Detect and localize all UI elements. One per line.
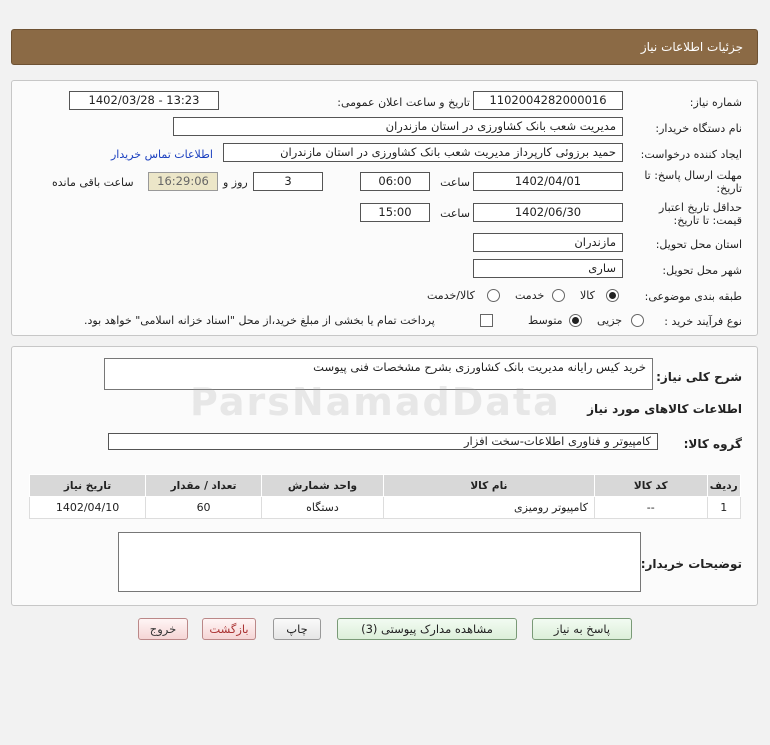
validity-label: حداقل تاریخ اعتبار xyxy=(658,201,742,214)
province-label: استان محل تحویل: xyxy=(655,238,742,251)
process-radio-minor[interactable] xyxy=(631,314,644,327)
announce-datetime-label: تاریخ و ساعت اعلان عمومی: xyxy=(337,96,470,109)
validity-date-field: 1402/06/30 xyxy=(473,203,623,222)
cell-quantity: 60 xyxy=(146,497,262,519)
process-option-medium: متوسط xyxy=(528,314,563,327)
buyer-org-label: نام دستگاه خریدار: xyxy=(655,122,742,135)
process-radio-medium[interactable] xyxy=(569,314,582,327)
reply-time-field: 06:00 xyxy=(360,172,430,191)
view-attachments-button[interactable]: مشاهده مدارک پیوستی (3) xyxy=(337,618,517,640)
creator-label: ایجاد کننده درخواست: xyxy=(640,148,742,161)
validity-time-field: 15:00 xyxy=(360,203,430,222)
col-need-date: تاریخ نیاز xyxy=(30,475,146,497)
category-radio-goods[interactable] xyxy=(606,289,619,302)
goods-group-field: کامپیوتر و فناوری اطلاعات-سخت افزار xyxy=(108,433,658,450)
remaining-time-field: 16:29:06 xyxy=(148,172,218,191)
goods-info-title: اطلاعات کالاهای مورد نیاز xyxy=(587,402,742,416)
cell-row: 1 xyxy=(707,497,741,519)
category-label: طبقه بندی موضوعی: xyxy=(644,290,742,303)
category-radio-service[interactable] xyxy=(552,289,565,302)
buyer-notes-field xyxy=(118,532,641,592)
city-label: شهر محل تحویل: xyxy=(662,264,742,277)
reply-deadline-label: مهلت ارسال پاسخ: تا xyxy=(644,169,742,182)
remaining-time-label: ساعت باقی مانده xyxy=(52,176,134,189)
province-field: مازندران xyxy=(473,233,623,252)
validity-label-2: قیمت: تا تاریخ: xyxy=(673,214,742,227)
buyer-org-field: مدیریت شعب بانک کشاورزی در استان مازندران xyxy=(173,117,623,136)
treasury-payment-checkbox[interactable] xyxy=(480,314,493,327)
page-header xyxy=(11,29,758,65)
category-option-service: خدمت xyxy=(515,289,545,302)
goods-group-label: گروه کالا: xyxy=(683,437,742,451)
cell-need-date: 1402/04/10 xyxy=(30,497,146,519)
goods-table xyxy=(29,474,741,519)
table-row xyxy=(30,497,741,519)
print-button[interactable]: چاپ xyxy=(273,618,321,640)
creator-field: حمید برزوئی کارپرداز مدیریت شعب بانک کشاورزی در استان مازندران xyxy=(223,143,623,162)
remaining-days-field: 3 xyxy=(253,172,323,191)
city-field: ساری xyxy=(473,259,623,278)
process-option-minor: جزیی xyxy=(597,314,623,327)
reply-time-label: ساعت xyxy=(440,176,470,189)
col-name: نام کالا xyxy=(383,475,594,497)
need-number-label: شماره نیاز: xyxy=(689,96,742,109)
category-radio-goods-service[interactable] xyxy=(487,289,500,302)
col-unit: واحد شمارش xyxy=(262,475,384,497)
buyer-notes-label: توضیحات خریدار: xyxy=(640,557,742,571)
validity-time-label: ساعت xyxy=(440,207,470,220)
cell-unit: دستگاه xyxy=(262,497,384,519)
exit-button[interactable]: خروج xyxy=(138,618,188,640)
cell-code: -- xyxy=(594,497,707,519)
page-title: جزئیات اطلاعات نیاز xyxy=(640,40,743,54)
back-button[interactable]: بازگشت xyxy=(202,618,256,640)
col-code: کد کالا xyxy=(594,475,707,497)
days-label: روز و xyxy=(223,176,248,189)
reply-to-need-button[interactable]: پاسخ به نیاز xyxy=(532,618,632,640)
cell-name: کامپیوتر رومیزی xyxy=(383,497,594,519)
process-type-label: نوع فرآیند خرید : xyxy=(664,315,742,328)
category-option-goods: کالا xyxy=(580,289,595,302)
col-row: ردیف xyxy=(707,475,741,497)
reply-deadline-label-2: تاریخ: xyxy=(716,182,742,195)
announce-datetime-field: 1402/03/28 - 13:23 xyxy=(69,91,219,110)
general-desc-field: خرید کیس رایانه مدیریت بانک کشاورزی بشرح مشخصات فنی پیوست xyxy=(104,358,653,390)
goods-table-header xyxy=(30,475,741,497)
watermark: ParsNamadData xyxy=(190,380,561,424)
general-desc-label: شرح کلی نیاز: xyxy=(656,370,742,384)
treasury-payment-note: پرداخت تمام یا بخشی از مبلغ خرید،از محل "اسناد خزانه اسلامی" خواهد بود. xyxy=(84,314,435,327)
col-quantity: تعداد / مقدار xyxy=(146,475,262,497)
need-number-field: 1102004282000016 xyxy=(473,91,623,110)
category-option-goods-service: کالا/خدمت xyxy=(427,289,475,302)
buyer-contact-link[interactable]: اطلاعات تماس خریدار xyxy=(111,148,213,161)
reply-date-field: 1402/04/01 xyxy=(473,172,623,191)
